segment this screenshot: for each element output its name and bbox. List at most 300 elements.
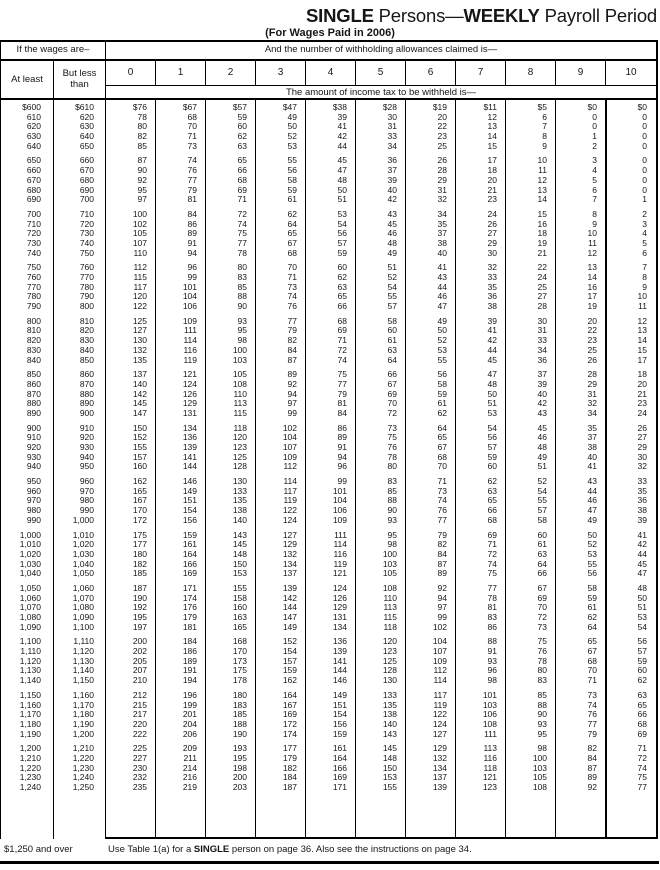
but-less-than-cell: 990 xyxy=(79,505,94,516)
tax-amount-cell: 68 xyxy=(337,315,347,326)
tax-amount-cell: 71 xyxy=(237,194,247,205)
tax-amount-cell: 0 xyxy=(642,184,647,195)
table-row xyxy=(1,477,656,487)
tax-amount-cell: 187 xyxy=(132,582,147,593)
tax-amount-cell: 104 xyxy=(282,432,297,443)
tax-amount-cell: 86 xyxy=(337,422,347,433)
tax-amount-cell: 71 xyxy=(437,476,447,487)
tax-amount-cell: 94 xyxy=(187,247,197,258)
tax-amount-cell: 57 xyxy=(537,505,547,516)
at-least-cell: 1,200 xyxy=(19,743,41,754)
tax-amount-cell: 95 xyxy=(137,184,147,195)
but-less-than-cell: 670 xyxy=(79,165,94,176)
tax-amount-cell: 189 xyxy=(182,655,197,666)
tax-amount-cell: 68 xyxy=(587,655,597,666)
tax-amount-cell: 31 xyxy=(437,184,447,195)
tax-amount-cell: 145 xyxy=(232,539,247,550)
at-least-cell: 1,170 xyxy=(19,709,41,720)
tax-amount-cell: 100 xyxy=(382,548,397,559)
tax-amount-cell: 77 xyxy=(487,582,497,593)
footer-note-single: SINGLE xyxy=(193,844,230,855)
tax-amount-cell: 69 xyxy=(337,325,347,336)
tax-amount-cell: 118 xyxy=(483,762,497,773)
tax-amount-cell: 132 xyxy=(432,752,447,763)
tax-amount-cell: 30 xyxy=(537,315,547,326)
tax-amount-cell: 119 xyxy=(433,699,447,710)
tax-amount-cell: 177 xyxy=(132,539,147,550)
bottom-rule xyxy=(0,861,659,864)
tax-amount-cell: 147 xyxy=(282,612,297,622)
tax-amount-cell: 179 xyxy=(282,752,297,763)
tax-amount-cell: 151 xyxy=(332,699,347,710)
tax-amount-cell: 138 xyxy=(232,505,247,516)
at-least-cell: 720 xyxy=(26,228,41,239)
tax-amount-cell: 5 xyxy=(642,237,647,248)
tax-amount-cell: 21 xyxy=(537,247,547,258)
tax-amount-cell: 74 xyxy=(237,218,247,229)
at-least-cell: 670 xyxy=(26,174,41,185)
tax-amount-cell: 52 xyxy=(587,539,597,550)
tax-amount-cell: 165 xyxy=(132,485,147,496)
but-less-than-cell: 750 xyxy=(79,247,94,258)
tax-amount-cell: 158 xyxy=(232,592,247,603)
at-least-cell: 740 xyxy=(26,247,41,258)
but-less-than-cell: 900 xyxy=(79,407,94,418)
allowance-col-header: 5 xyxy=(356,61,406,85)
at-least-cell: 1,080 xyxy=(19,612,41,622)
tax-amount-cell: 33 xyxy=(637,476,647,487)
table-row xyxy=(1,603,656,613)
tax-amount-cell: 10 xyxy=(637,291,647,302)
tax-amount-cell: 14 xyxy=(487,131,497,142)
tax-amount-cell: 105 xyxy=(532,772,547,783)
at-least-cell: 780 xyxy=(26,291,41,302)
tax-amount-cell: 212 xyxy=(132,689,147,700)
tax-amount-cell: 109 xyxy=(282,451,297,462)
tax-amount-cell: 68 xyxy=(287,247,297,258)
but-less-than-cell: 1,150 xyxy=(72,675,94,686)
tax-amount-cell: 137 xyxy=(432,772,447,783)
at-least-cell: 840 xyxy=(26,354,41,365)
tax-amount-cell: 85 xyxy=(537,689,547,700)
tax-amount-cell: 25 xyxy=(437,140,447,151)
tax-amount-cell: 195 xyxy=(132,612,147,622)
table-row xyxy=(1,336,656,346)
allowance-col-header: 2 xyxy=(206,61,256,85)
tax-amount-cell: 72 xyxy=(487,548,497,559)
tax-amount-cell: 44 xyxy=(437,281,447,292)
tax-amount-cell: 76 xyxy=(587,709,597,720)
tax-amount-cell: 88 xyxy=(387,495,397,506)
tax-amount-cell: 61 xyxy=(537,539,547,550)
tax-amount-cell: 96 xyxy=(487,665,497,676)
tax-amount-cell: 155 xyxy=(132,442,147,452)
tax-amount-cell: 227 xyxy=(132,752,147,763)
tax-amount-cell: 25 xyxy=(587,344,597,355)
tax-amount-cell: 92 xyxy=(287,378,297,389)
tax-amount-cell: 204 xyxy=(182,718,197,729)
tax-amount-cell: 7 xyxy=(542,121,547,132)
but-less-than-cell: 880 xyxy=(79,388,94,399)
tax-amount-cell: 84 xyxy=(287,344,297,355)
tax-amount-cell: 116 xyxy=(483,752,497,763)
tax-amount-cell: 8 xyxy=(592,208,597,219)
table-row xyxy=(1,283,656,293)
tax-amount-cell: 69 xyxy=(487,529,497,540)
tax-amount-cell: 106 xyxy=(182,301,197,312)
tax-amount-cell: 133 xyxy=(232,485,247,496)
row-group xyxy=(1,691,656,739)
tax-amount-cell: 159 xyxy=(332,728,347,739)
tax-amount-cell: 82 xyxy=(137,131,147,142)
table-row xyxy=(1,317,656,327)
tax-amount-cell: 206 xyxy=(182,728,197,739)
row-group xyxy=(1,424,656,472)
tax-amount-cell: 127 xyxy=(282,529,297,540)
tax-amount-cell: 63 xyxy=(237,140,247,151)
column-divider xyxy=(105,100,106,839)
tax-amount-cell: 41 xyxy=(637,529,647,540)
tax-amount-cell: 45 xyxy=(637,558,647,569)
tax-amount-cell: 19 xyxy=(537,237,547,248)
tax-amount-cell: 59 xyxy=(437,388,447,399)
tax-amount-cell: 101 xyxy=(182,281,197,292)
tax-amount-cell: 54 xyxy=(537,485,547,496)
tax-amount-cell: 108 xyxy=(532,782,547,792)
but-less-than-cell: 1,010 xyxy=(72,529,94,540)
tax-amount-cell: 144 xyxy=(182,461,197,472)
tax-amount-cell: 53 xyxy=(487,407,497,418)
allowance-header-area xyxy=(106,61,656,98)
tax-amount-cell: 46 xyxy=(387,228,397,239)
tax-amount-cell: 75 xyxy=(487,568,497,579)
tax-amount-cell: 135 xyxy=(232,495,247,506)
tax-amount-cell: 179 xyxy=(182,612,197,622)
tax-amount-cell: 73 xyxy=(437,485,447,496)
tax-amount-cell: 124 xyxy=(182,378,197,389)
tax-amount-cell: 23 xyxy=(487,194,497,205)
tax-amount-cell: 51 xyxy=(337,194,347,205)
tax-amount-cell: 128 xyxy=(382,665,397,676)
at-least-cell: 1,020 xyxy=(19,548,41,559)
tax-amount-cell: 134 xyxy=(332,621,347,632)
tax-amount-cell: 41 xyxy=(337,121,347,132)
at-least-cell: 1,220 xyxy=(19,762,41,773)
allowances-header: And the number of withholding allowances claimed is— xyxy=(264,44,498,55)
tax-amount-cell: 35 xyxy=(487,281,497,292)
allowance-col-header: 10 xyxy=(625,67,637,78)
but-less-than-cell: 620 xyxy=(79,111,94,122)
tax-amount-cell: 64 xyxy=(537,558,547,569)
but-less-than-cell: 840 xyxy=(79,344,94,355)
row-group xyxy=(1,637,656,685)
tax-amount-cell: 136 xyxy=(182,432,197,443)
tax-amount-cell: 12 xyxy=(637,315,647,326)
footer-note-pre: Use Table 1(a) for a xyxy=(108,844,194,855)
but-less-than-cell: 970 xyxy=(79,485,94,496)
tax-amount-cell: 6 xyxy=(592,184,597,195)
table-row xyxy=(1,773,656,783)
tax-amount-cell: 87 xyxy=(137,155,147,166)
tax-amount-cell: 162 xyxy=(132,476,147,487)
tax-amount-cell: 124 xyxy=(282,514,297,525)
tax-amount-cell: 121 xyxy=(482,772,497,783)
tax-amount-cell: 126 xyxy=(182,388,197,399)
at-least-cell: 830 xyxy=(26,344,41,355)
tax-amount-cell: 77 xyxy=(587,718,597,729)
tax-amount-cell: 66 xyxy=(537,568,547,579)
but-less-than-cell: 1,030 xyxy=(72,548,94,559)
tax-amount-cell: 100 xyxy=(232,344,247,355)
tax-amount-cell: 20 xyxy=(437,111,447,122)
tax-amount-cell: 28 xyxy=(437,165,447,176)
table-row xyxy=(1,764,656,774)
table-row xyxy=(1,113,656,123)
tax-amount-cell: 55 xyxy=(587,558,597,569)
at-least-cell: 980 xyxy=(26,505,41,516)
at-least-cell: 680 xyxy=(26,184,41,195)
tax-amount-cell: 102 xyxy=(432,621,447,632)
table-row xyxy=(1,210,656,220)
tax-amount-cell: 66 xyxy=(637,709,647,720)
at-least-cell: 760 xyxy=(26,272,41,282)
tax-amount-cell: 24 xyxy=(487,208,497,219)
column-divider xyxy=(355,100,356,839)
tax-amount-cell: 174 xyxy=(182,592,197,603)
tax-amount-cell: 34 xyxy=(537,344,547,355)
at-least-cell: 1,120 xyxy=(19,655,41,666)
but-less-than-cell: 1,050 xyxy=(72,568,94,579)
tax-amount-cell: 82 xyxy=(287,335,297,346)
tax-amount-cell: 145 xyxy=(132,398,147,409)
at-least-cell: 1,190 xyxy=(19,728,41,739)
tax-amount-cell: 19 xyxy=(587,301,597,312)
tax-amount-cell: 129 xyxy=(432,743,447,754)
but-less-than-cell: 800 xyxy=(79,301,94,312)
tax-amount-cell: 61 xyxy=(587,602,597,613)
tax-amount-cell: 0 xyxy=(642,131,647,142)
tax-amount-cell: 99 xyxy=(187,272,197,282)
tax-amount-cell: 183 xyxy=(232,699,247,710)
tax-amount-cell: 100 xyxy=(532,752,547,763)
table-row xyxy=(1,176,656,186)
table-row xyxy=(1,326,656,336)
tax-amount-cell: 48 xyxy=(487,378,497,389)
tax-amount-cell: 24 xyxy=(537,272,547,282)
tax-amount-cell: 48 xyxy=(537,442,547,452)
table-row xyxy=(1,409,656,419)
tax-amount-cell: 144 xyxy=(282,602,297,613)
tax-amount-cell: 139 xyxy=(282,582,297,593)
tax-amount-cell: 41 xyxy=(437,262,447,273)
tax-amount-cell: 93 xyxy=(487,655,497,666)
tax-amount-cell: 118 xyxy=(233,422,247,433)
tax-amount-cell: 164 xyxy=(182,548,197,559)
tax-amount-cell: 160 xyxy=(132,461,147,472)
tax-amount-cell: 68 xyxy=(187,111,197,122)
tax-amount-cell: 76 xyxy=(437,505,447,516)
tax-amount-cell: 145 xyxy=(382,743,397,754)
tax-amount-cell: 103 xyxy=(382,558,397,569)
tax-amount-cell: 35 xyxy=(587,422,597,433)
tax-amount-cell: 178 xyxy=(232,675,247,686)
table-row xyxy=(1,103,656,113)
tax-amount-cell: 170 xyxy=(132,505,147,516)
tax-amount-cell: 124 xyxy=(432,718,447,729)
but-less-than-cell: 780 xyxy=(79,281,94,292)
tax-amount-cell: 24 xyxy=(637,407,647,418)
tax-amount-cell: 84 xyxy=(437,548,447,559)
tax-amount-cell: 53 xyxy=(287,140,297,151)
tax-amount-cell: 1 xyxy=(642,194,647,205)
tax-amount-cell: 116 xyxy=(183,344,197,355)
but-less-than-cell: 1,130 xyxy=(72,655,94,666)
tax-amount-cell: 149 xyxy=(282,621,297,632)
tax-amount-cell: 70 xyxy=(437,461,447,472)
allowance-col-header: 8 xyxy=(506,61,556,85)
tax-amount-cell: 151 xyxy=(182,495,197,506)
tax-amount-cell: 46 xyxy=(587,495,597,506)
tax-amount-cell: 80 xyxy=(537,665,547,676)
tax-amount-cell: 14 xyxy=(537,194,547,205)
tax-amount-cell: 130 xyxy=(132,335,147,346)
tax-amount-cell: 11 xyxy=(538,165,547,176)
tax-amount-cell: 9 xyxy=(592,218,597,229)
tax-amount-cell: 147 xyxy=(132,407,147,418)
tax-amount-cell: 56 xyxy=(437,369,447,380)
at-least-cell: 1,070 xyxy=(19,602,41,613)
table-row xyxy=(1,720,656,730)
tax-amount-cell: 175 xyxy=(232,665,247,676)
tax-amount-cell: 154 xyxy=(182,505,197,516)
but-less-than-cell: 1,110 xyxy=(73,636,94,647)
tax-amount-cell: 11 xyxy=(638,301,647,312)
tax-amount-cell: 156 xyxy=(332,718,347,729)
table-row xyxy=(1,132,656,142)
tax-amount-cell: 148 xyxy=(232,548,247,559)
but-less-than-cell: 700 xyxy=(79,194,94,205)
tax-amount-cell: 93 xyxy=(237,315,247,326)
tax-amount-cell: 114 xyxy=(183,335,197,346)
column-divider xyxy=(155,100,156,839)
at-least-cell: 910 xyxy=(26,432,41,443)
tax-amount-cell: 104 xyxy=(182,291,197,302)
but-less-than-cell: 960 xyxy=(79,476,94,487)
tax-amount-cell: 17 xyxy=(637,354,647,365)
table-row xyxy=(1,443,656,453)
tax-amount-cell: 3 xyxy=(642,218,647,229)
tax-amount-cell: 155 xyxy=(232,582,247,593)
tax-amount-cell: 172 xyxy=(282,718,297,729)
tax-amount-cell: 104 xyxy=(432,636,447,647)
tax-amount-cell: 34 xyxy=(387,140,397,151)
tax-amount-cell: 33 xyxy=(387,131,397,142)
tax-amount-cell: 39 xyxy=(487,315,497,326)
tax-amount-cell: 69 xyxy=(237,184,247,195)
tax-amount-cell: 49 xyxy=(287,111,297,122)
tax-amount-cell: 29 xyxy=(437,174,447,185)
tax-amount-cell: 144 xyxy=(332,665,347,676)
tax-amount-cell: 110 xyxy=(383,592,397,603)
tax-amount-cell: 207 xyxy=(132,665,147,676)
tax-amount-cell: 164 xyxy=(282,689,297,700)
but-less-than-cell: 1,000 xyxy=(72,514,94,525)
tax-amount-cell: 196 xyxy=(182,689,197,700)
tax-amount-cell: 146 xyxy=(182,476,197,487)
tax-amount-cell: 169 xyxy=(182,568,197,579)
tax-amount-cell: 18 xyxy=(637,369,647,380)
at-least-cell: 620 xyxy=(26,121,41,132)
tax-amount-cell: 22 xyxy=(587,325,597,336)
tax-amount-cell: 61 xyxy=(287,194,297,205)
tax-amount-cell: 62 xyxy=(637,675,647,686)
tax-amount-cell: 131 xyxy=(182,407,197,418)
tax-amount-cell: 216 xyxy=(182,772,197,783)
column-divider xyxy=(555,100,556,839)
tax-amount-cell: 46 xyxy=(537,432,547,443)
tax-amount-cell: 89 xyxy=(587,772,597,783)
column-divider xyxy=(255,100,256,839)
tax-amount-cell: $0 xyxy=(587,102,597,112)
tax-amount-cell: 230 xyxy=(132,762,147,773)
tax-amount-cell: 13 xyxy=(587,262,597,273)
tax-amount-cell: 113 xyxy=(383,602,397,613)
tax-amount-cell: 93 xyxy=(537,718,547,729)
tax-amount-cell: 67 xyxy=(387,378,397,389)
but-less-than-cell: 830 xyxy=(79,335,94,346)
tax-amount-cell: 8 xyxy=(642,272,647,282)
tax-amount-cell: 48 xyxy=(637,582,647,593)
but-less-than-cell: 1,040 xyxy=(72,558,94,569)
tax-amount-cell: 58 xyxy=(287,174,297,185)
table-row xyxy=(1,356,656,366)
tax-amount-cell: 120 xyxy=(232,432,247,443)
tax-amount-cell: 56 xyxy=(587,568,597,579)
tax-amount-cell: 20 xyxy=(587,315,597,326)
tax-amount-cell: 50 xyxy=(337,184,347,195)
table-row xyxy=(1,273,656,283)
row-group xyxy=(1,477,656,525)
table-row xyxy=(1,584,656,594)
tax-amount-cell: 79 xyxy=(287,325,297,336)
tax-amount-cell: 165 xyxy=(232,621,247,632)
tax-amount-cell: 58 xyxy=(437,378,447,389)
wages-header: If the wages are– xyxy=(1,42,106,59)
tax-amount-cell: 66 xyxy=(487,505,497,516)
withholding-table xyxy=(0,40,658,839)
tax-amount-cell: 66 xyxy=(387,369,397,380)
tax-amount-cell: 58 xyxy=(587,582,597,593)
tax-amount-cell: 98 xyxy=(387,539,397,550)
tax-amount-cell: 23 xyxy=(637,398,647,409)
table-row xyxy=(1,346,656,356)
tax-amount-cell: 69 xyxy=(387,388,397,399)
tax-amount-cell: 175 xyxy=(132,529,147,540)
tax-amount-cell: 15 xyxy=(637,344,647,355)
table-header-row-1 xyxy=(1,42,656,61)
tax-amount-cell: 77 xyxy=(337,378,347,389)
tax-amount-cell: 184 xyxy=(182,636,197,647)
tax-amount-cell: 46 xyxy=(437,291,447,302)
tax-amount-cell: 105 xyxy=(382,568,397,579)
tax-amount-cell: 121 xyxy=(332,568,347,579)
tax-amount-cell: 18 xyxy=(487,165,497,176)
tax-amount-cell: 74 xyxy=(437,495,447,506)
at-least-cell: 810 xyxy=(26,325,41,336)
at-least-cell: 700 xyxy=(26,208,41,219)
tax-amount-cell: 123 xyxy=(382,646,397,657)
tax-amount-cell: 140 xyxy=(232,514,247,525)
